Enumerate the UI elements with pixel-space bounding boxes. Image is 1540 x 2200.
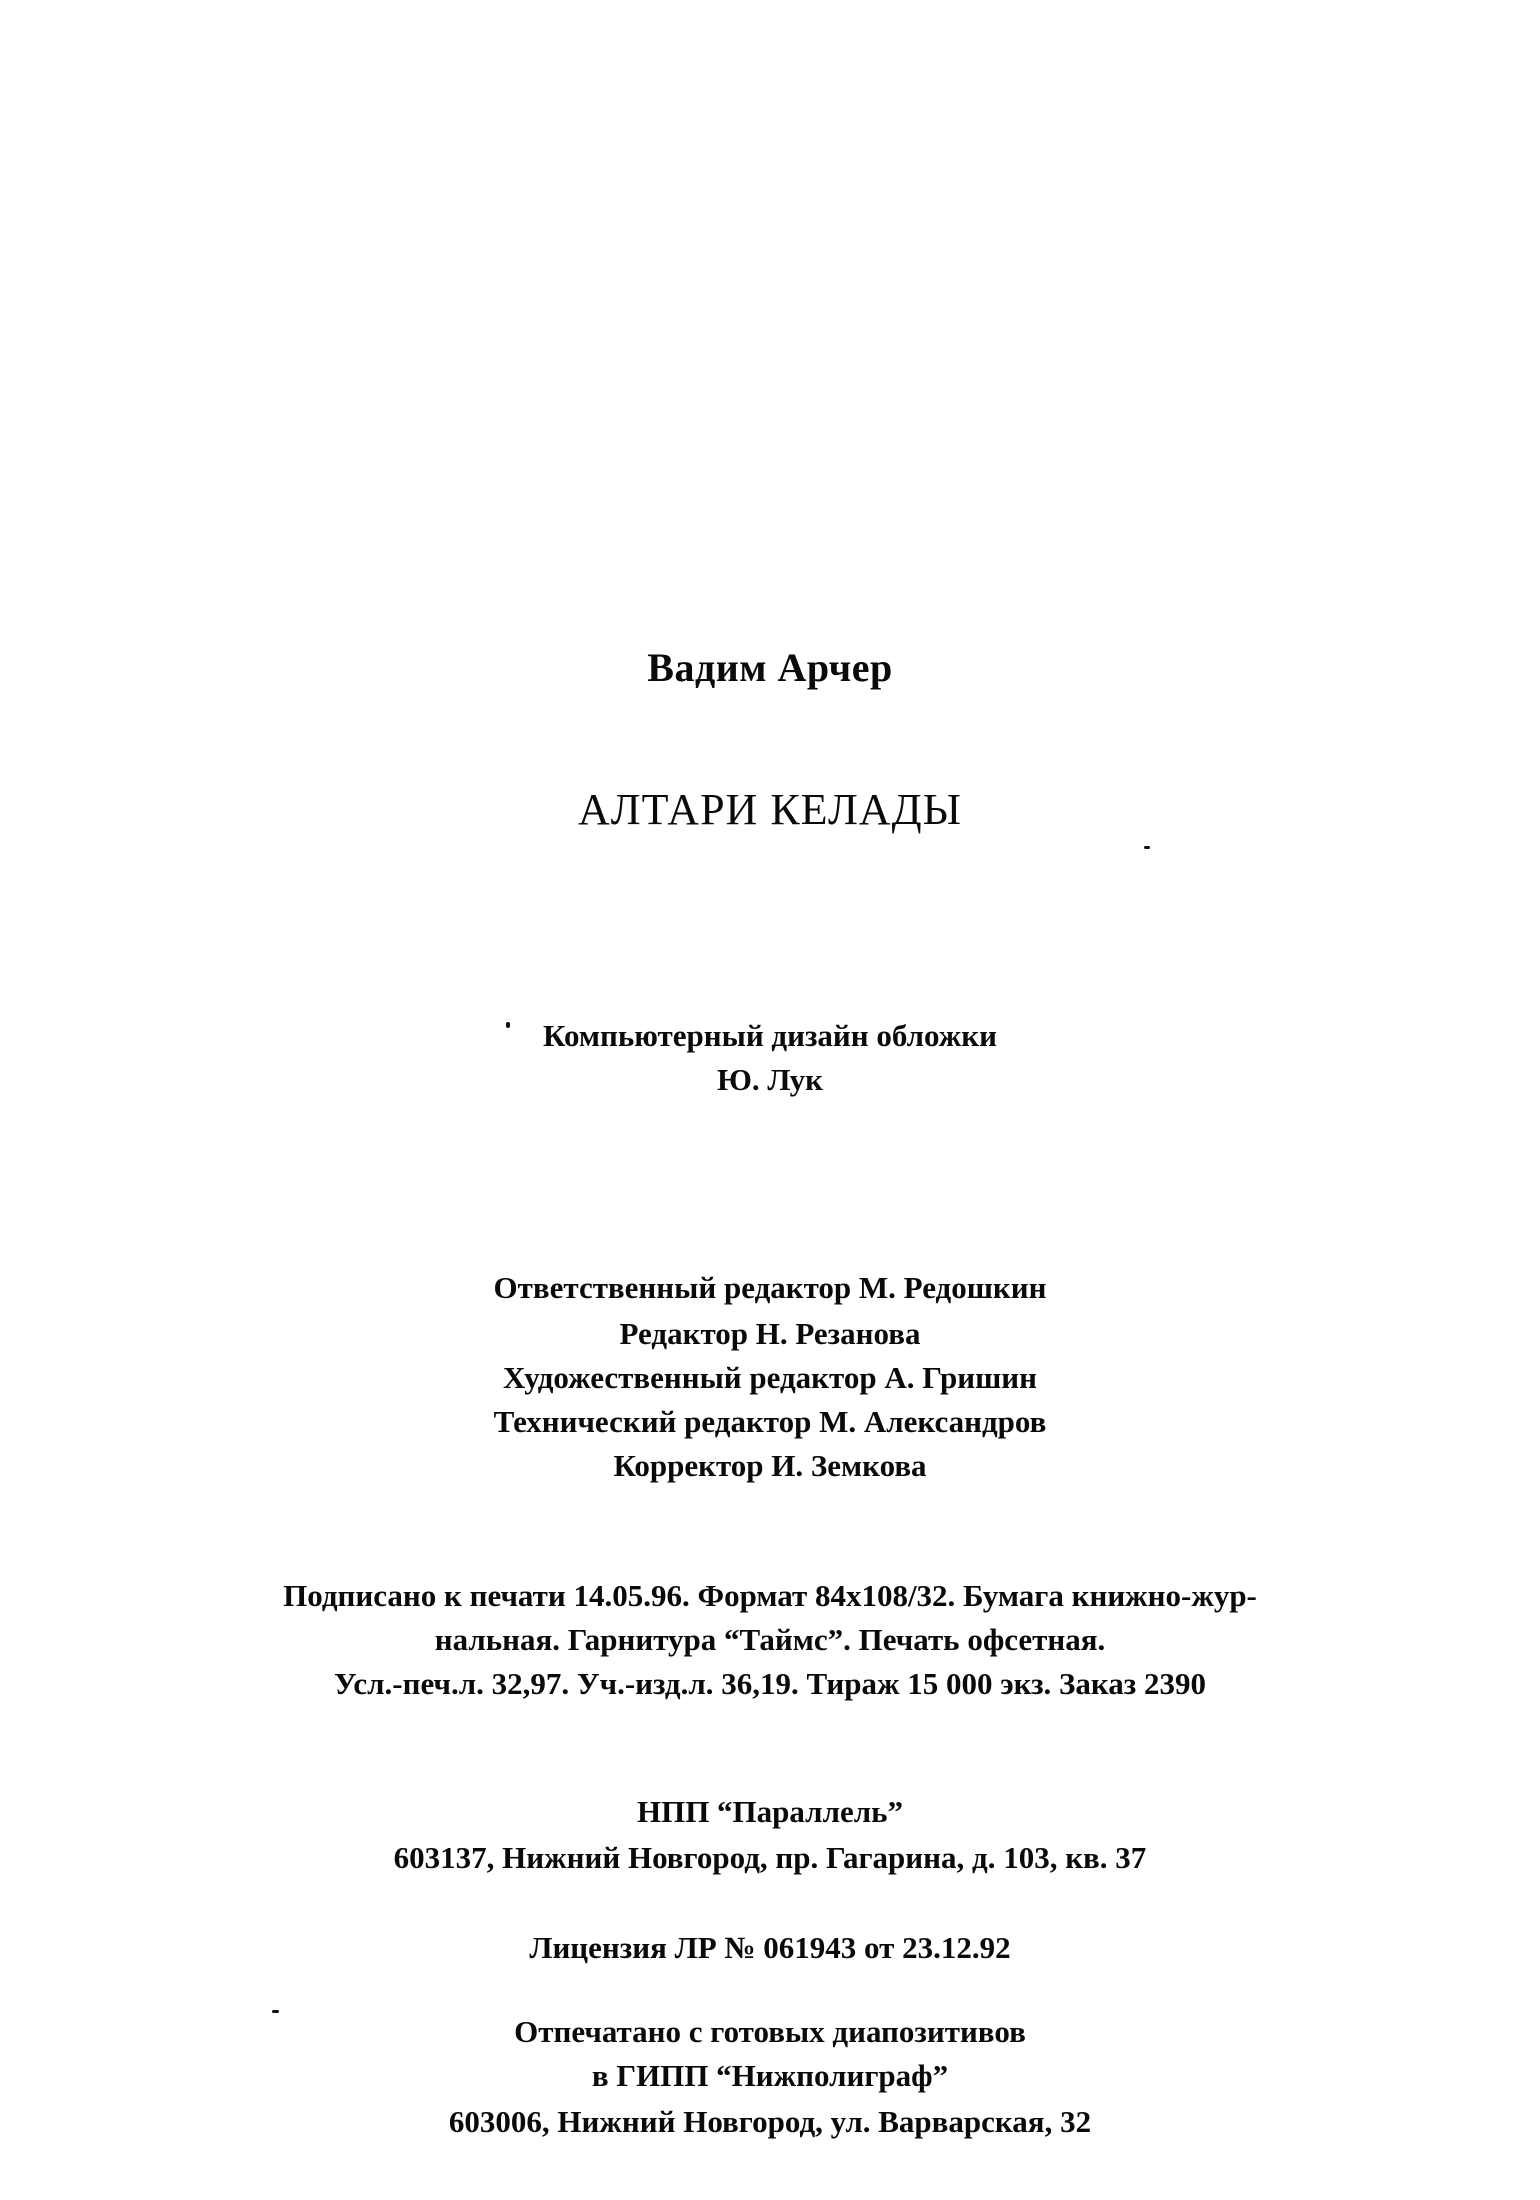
cover-designer-name: Ю. Лук (716, 1062, 824, 1097)
book-author: Вадим Арчер (647, 645, 893, 690)
staff-line: Редактор Н. Резанова (619, 1316, 921, 1351)
printer-address: 603006, Нижний Новгород, ул. Варварская, 32 (448, 2104, 1092, 2139)
scan-speck (1144, 846, 1150, 849)
scan-speck (272, 2010, 279, 2013)
staff-line: Корректор И. Земкова (613, 1448, 927, 1483)
book-title: АЛТАРИ КЕЛАДЫ (578, 785, 962, 834)
cover-design-label: Компьютерный дизайн обложки (543, 1018, 997, 1053)
license-line: Лицензия ЛР № 061943 от 23.12.92 (529, 1930, 1011, 1965)
printer-line: в ГИПП “Нижполиграф” (591, 2058, 949, 2093)
staff-line: Технический редактор М. Александров (493, 1404, 1047, 1439)
publisher-address: 603137, Нижний Новгород, пр. Гагарина, д. 103, кв. 37 (393, 1840, 1147, 1875)
print-info-line: Усл.-печ.л. 32,97. Уч.-изд.л. 36,19. Тираж 15 000 экз. Заказ 2390 (334, 1666, 1206, 1701)
print-info-line: Подписано к печати 14.05.96. Формат 84x108/32. Бумага книжно-жур- (283, 1578, 1257, 1613)
scan-speck (506, 1022, 510, 1028)
staff-line: Ответственный редактор М. Редошкин (493, 1270, 1047, 1305)
publisher-name: НПП “Параллель” (636, 1794, 904, 1829)
printer-line: Отпечатано с готовых диапозитивов (514, 2014, 1026, 2049)
print-info-line: нальная. Гарнитура “Таймс”. Печать офсетная. (434, 1622, 1106, 1657)
staff-line: Художественный редактор А. Гришин (503, 1360, 1037, 1395)
